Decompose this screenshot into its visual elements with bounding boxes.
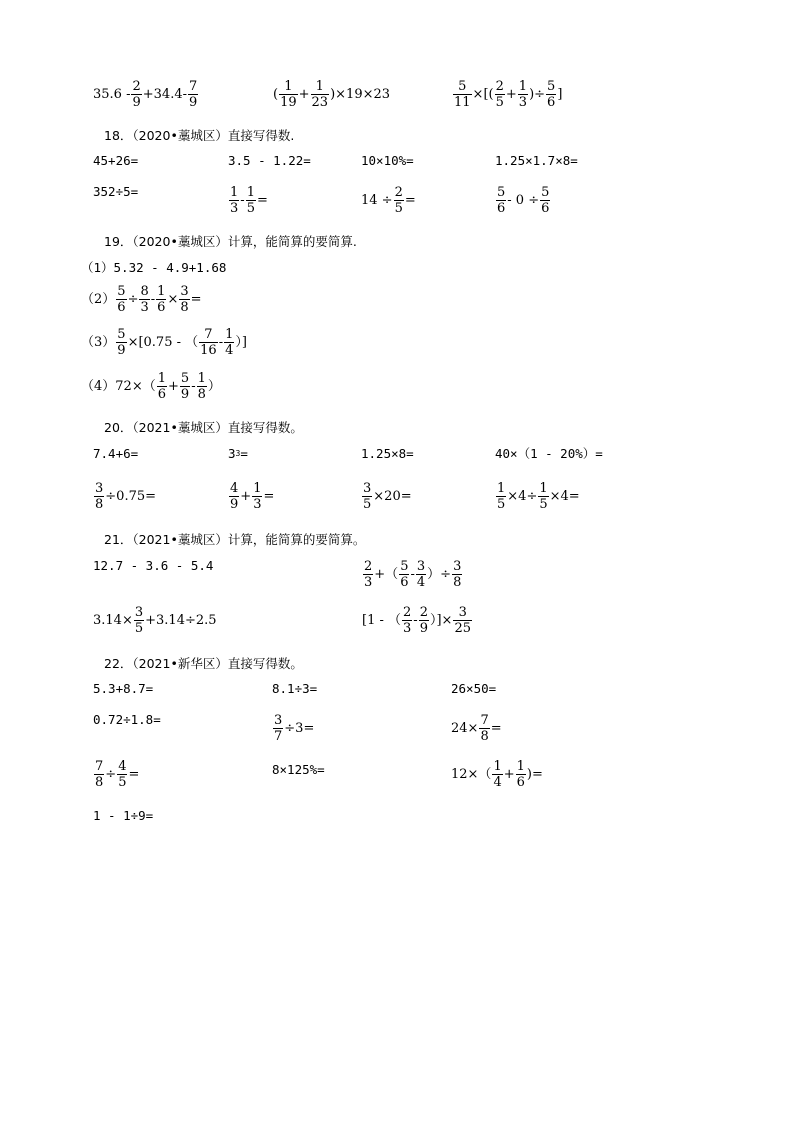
denominator: 9 xyxy=(117,343,126,358)
denominator: 9 xyxy=(230,497,239,512)
expression-text: （4）72×（ xyxy=(81,379,156,394)
fraction xyxy=(229,186,239,215)
q18-item-7 xyxy=(361,186,416,215)
numerator: 5 xyxy=(117,327,126,342)
expression-text: ×[0.75 - （ xyxy=(127,335,199,350)
fraction xyxy=(362,482,372,511)
q20-item-5 xyxy=(93,482,156,511)
numerator: 1 xyxy=(157,371,166,386)
expression-text: ）]× xyxy=(429,613,453,628)
expression-text: = xyxy=(190,292,202,307)
numerator: 1 xyxy=(315,79,324,94)
expression-text: 35.6 - xyxy=(93,87,131,102)
numerator: 1 xyxy=(230,185,239,200)
fraction xyxy=(252,482,262,511)
denominator: 6 xyxy=(400,575,409,590)
q22-item-8: 8×125%= xyxy=(272,762,325,777)
q22-item-2: 8.1÷3= xyxy=(272,681,318,696)
numerator: 3 xyxy=(95,481,104,496)
fraction xyxy=(197,372,207,401)
denominator: 3 xyxy=(140,300,149,315)
question-20-heading: 20．（2021•藁城区）直接写得数。 xyxy=(104,420,303,435)
q18-item-3: 10×10%= xyxy=(361,153,414,168)
fraction xyxy=(516,760,526,789)
q19-item-2 xyxy=(81,285,202,314)
expr-row0-a xyxy=(93,80,199,109)
q20-item-8 xyxy=(495,482,580,511)
numerator: 3 xyxy=(416,559,426,574)
expression-text: ×[( xyxy=(472,87,494,102)
fraction xyxy=(188,80,198,109)
expression-text: ÷0.75= xyxy=(105,489,157,504)
q20-item-1: 7.4+6= xyxy=(93,446,139,461)
fraction xyxy=(134,606,144,635)
fraction xyxy=(273,714,283,743)
denominator: 6 xyxy=(516,775,525,790)
expression-text: +34.4- xyxy=(142,87,187,102)
q18-item-1: 45+26= xyxy=(93,153,139,168)
fraction xyxy=(518,80,528,109)
expression-text: )÷ xyxy=(529,87,546,102)
q20-item-4: 40×（1 - 20%）= xyxy=(495,446,603,461)
denominator: 6 xyxy=(497,201,506,216)
q20-item-7 xyxy=(361,482,412,511)
numerator: 5 xyxy=(180,371,190,386)
denominator: 11 xyxy=(454,95,471,110)
numerator: 1 xyxy=(516,759,525,774)
expression-text: ） xyxy=(207,379,221,394)
fraction xyxy=(116,328,126,357)
q20-item-6 xyxy=(228,482,274,511)
numerator: 1 xyxy=(197,371,206,386)
denominator: 4 xyxy=(225,343,234,358)
expression-text: + xyxy=(168,379,179,394)
numerator: 3 xyxy=(180,284,189,299)
denominator: 9 xyxy=(132,95,141,110)
denominator: 8 xyxy=(197,387,206,402)
fraction xyxy=(496,186,506,215)
denominator: 5 xyxy=(394,201,403,216)
question-18-heading: 18．（2020•藁城区）直接写得数. xyxy=(104,128,295,143)
fraction xyxy=(311,80,330,109)
denominator: 5 xyxy=(118,775,127,790)
expression-text: ÷ xyxy=(127,292,139,307)
numerator: 3 xyxy=(134,605,144,620)
question-22-heading: 22．（2021•新华区）直接写得数。 xyxy=(104,656,303,671)
numerator: 1 xyxy=(225,327,234,342)
numerator: 1 xyxy=(518,79,528,94)
expression-text: [1 - （ xyxy=(362,613,402,628)
denominator: 4 xyxy=(493,775,502,790)
expression-text: ( xyxy=(273,87,279,102)
numerator: 2 xyxy=(403,605,412,620)
q21-item-1: 12.7 - 3.6 - 5.4 xyxy=(93,558,214,573)
numerator: 1 xyxy=(497,481,506,496)
expression-text: ÷3= xyxy=(284,721,315,736)
numerator: 5 xyxy=(117,284,126,299)
denominator: 5 xyxy=(539,497,548,512)
q22-item-5 xyxy=(272,714,314,743)
q18-item-6 xyxy=(228,186,268,215)
numerator: 7 xyxy=(95,759,104,774)
q19-item-4 xyxy=(81,372,221,401)
denominator: 6 xyxy=(117,300,126,315)
expression-text: = xyxy=(128,767,140,782)
expr-row0-c xyxy=(452,80,562,109)
expression-text: - xyxy=(413,613,418,628)
q18-item-5: 352÷5= xyxy=(93,184,139,199)
denominator: 3 xyxy=(518,95,528,110)
fraction xyxy=(416,560,426,589)
expression-text: )= xyxy=(526,767,543,782)
expression-text: （2） xyxy=(81,292,116,307)
q21-item-4 xyxy=(362,606,473,635)
expression-text: - xyxy=(240,193,245,208)
numerator: 4 xyxy=(230,481,239,496)
fraction xyxy=(363,560,373,589)
numerator: 2 xyxy=(394,185,403,200)
fraction xyxy=(453,80,472,109)
q18-item-2: 3.5 - 1.22= xyxy=(228,153,311,168)
q21-item-2 xyxy=(362,560,463,589)
numerator: 4 xyxy=(118,759,127,774)
numerator: 5 xyxy=(547,79,556,94)
fraction xyxy=(179,285,189,314)
expression-text: - 0 ÷ xyxy=(507,193,540,208)
numerator: 2 xyxy=(364,559,373,574)
q19-item-3 xyxy=(81,328,247,357)
denominator: 8 xyxy=(95,775,104,790)
expression-text: ×4= xyxy=(549,489,580,504)
expression-text: ] xyxy=(557,87,563,102)
q22-item-4: 0.72÷1.8= xyxy=(93,712,161,727)
expression-text: + xyxy=(503,767,515,782)
expression-text: ×4÷ xyxy=(507,489,538,504)
expr-row0-b xyxy=(273,80,390,109)
fraction xyxy=(496,482,506,511)
denominator: 6 xyxy=(541,201,550,216)
numerator: 1 xyxy=(539,481,548,496)
expression-text: - xyxy=(410,567,415,582)
expression-text: ）] xyxy=(235,335,247,350)
fraction xyxy=(394,186,404,215)
denominator: 5 xyxy=(363,497,372,512)
fraction xyxy=(399,560,409,589)
expression-text: = xyxy=(490,721,502,736)
fraction xyxy=(538,482,548,511)
q22-item-9 xyxy=(451,760,543,789)
denominator: 19 xyxy=(280,95,297,110)
denominator: 3 xyxy=(230,201,239,216)
denominator: 16 xyxy=(200,343,217,358)
numerator: 3 xyxy=(453,559,462,574)
expression-text: +（ xyxy=(374,567,399,582)
denominator: 8 xyxy=(180,300,189,315)
denominator: 6 xyxy=(157,387,166,402)
q19-item-1: （1）5.32 - 4.9+1.68 xyxy=(81,260,227,275)
expression-text: 24× xyxy=(451,721,479,736)
denominator: 5 xyxy=(497,497,506,512)
denominator: 8 xyxy=(453,575,462,590)
denominator: 5 xyxy=(246,201,255,216)
q22-item-3: 26×50= xyxy=(451,681,497,696)
fraction xyxy=(199,328,218,357)
fraction xyxy=(452,560,462,589)
numerator: 7 xyxy=(204,327,213,342)
question-21-heading: 21．（2021•藁城区）计算，能简算的要简算。 xyxy=(104,532,366,547)
numerator: 3 xyxy=(363,481,372,496)
q22-item-1: 5.3+8.7= xyxy=(93,681,154,696)
expression-text: ×20= xyxy=(373,489,412,504)
fraction xyxy=(156,285,166,314)
denominator: 3 xyxy=(253,497,262,512)
expression-text: ）÷ xyxy=(427,567,452,582)
numerator: 5 xyxy=(497,185,506,200)
question-19-heading: 19．（2020•藁城区）计算，能简算的要简算. xyxy=(104,234,357,249)
expression-text: - xyxy=(150,292,156,307)
expression-text: +3.14÷2.5 xyxy=(145,613,217,628)
numerator: 1 xyxy=(253,481,262,496)
fraction xyxy=(94,482,104,511)
denominator: 9 xyxy=(419,621,428,636)
denominator: 7 xyxy=(274,729,283,744)
expression-text: 12×（ xyxy=(451,767,492,782)
denominator: 6 xyxy=(157,300,166,315)
numerator: 1 xyxy=(284,79,293,94)
numerator: 5 xyxy=(541,185,550,200)
numerator: 7 xyxy=(189,79,198,94)
q22-item-7 xyxy=(93,760,139,789)
denominator: 23 xyxy=(311,95,329,110)
denominator: 8 xyxy=(480,729,489,744)
expression-text: = xyxy=(404,193,416,208)
expression-text: - xyxy=(191,379,196,394)
numerator: 2 xyxy=(495,79,504,94)
q20-item-2: 3 3 = xyxy=(228,446,248,461)
denominator: 25 xyxy=(454,621,471,636)
q18-item-8 xyxy=(495,186,551,215)
fraction xyxy=(131,80,141,109)
fraction xyxy=(139,285,149,314)
denominator: 9 xyxy=(189,95,198,110)
fraction xyxy=(540,186,550,215)
fraction xyxy=(479,714,489,743)
numerator: 2 xyxy=(419,605,428,620)
denominator: 8 xyxy=(95,497,104,512)
denominator: 3 xyxy=(364,575,373,590)
expression-text: )×19×23 xyxy=(330,87,391,102)
q21-item-3 xyxy=(93,606,217,635)
q18-item-4: 1.25×1.7×8= xyxy=(495,153,578,168)
fraction xyxy=(246,186,256,215)
fraction xyxy=(453,606,472,635)
fraction xyxy=(224,328,234,357)
q20-item-3: 1.25×8= xyxy=(361,446,414,461)
numerator: 1 xyxy=(157,284,166,299)
expression-text: + xyxy=(505,87,517,102)
denominator: 5 xyxy=(134,621,144,636)
expression-text: + xyxy=(298,87,310,102)
expression-text: = xyxy=(256,193,268,208)
numerator: 2 xyxy=(132,79,141,94)
expression-text: 3.14× xyxy=(93,613,133,628)
numerator: 3 xyxy=(458,605,467,620)
numerator: 8 xyxy=(140,284,149,299)
denominator: 4 xyxy=(416,575,426,590)
expression-text: + xyxy=(240,489,252,504)
fraction xyxy=(229,482,239,511)
expression-text: = xyxy=(263,489,275,504)
expression-text: （3） xyxy=(81,335,116,350)
numerator: 1 xyxy=(246,185,255,200)
numerator: 1 xyxy=(493,759,502,774)
q22-item-6 xyxy=(451,714,502,743)
fraction xyxy=(94,760,104,789)
expression-text: - xyxy=(218,335,224,350)
fraction xyxy=(279,80,298,109)
fraction xyxy=(495,80,505,109)
denominator: 9 xyxy=(180,387,190,402)
fraction xyxy=(117,760,127,789)
expression-text: ÷ xyxy=(105,767,117,782)
numerator: 5 xyxy=(400,559,409,574)
expression-text: 14 ÷ xyxy=(361,193,393,208)
q22-item-10: 1 - 1÷9= xyxy=(93,808,154,823)
expression-text: × xyxy=(167,292,179,307)
denominator: 5 xyxy=(495,95,504,110)
fraction xyxy=(402,606,412,635)
denominator: 3 xyxy=(403,621,412,636)
numerator: 5 xyxy=(458,79,467,94)
fraction xyxy=(419,606,429,635)
fraction xyxy=(157,372,167,401)
denominator: 6 xyxy=(547,95,556,110)
numerator: 7 xyxy=(480,713,489,728)
numerator: 3 xyxy=(274,713,283,728)
fraction xyxy=(180,372,190,401)
fraction xyxy=(492,760,502,789)
fraction xyxy=(116,285,126,314)
fraction xyxy=(546,80,556,109)
